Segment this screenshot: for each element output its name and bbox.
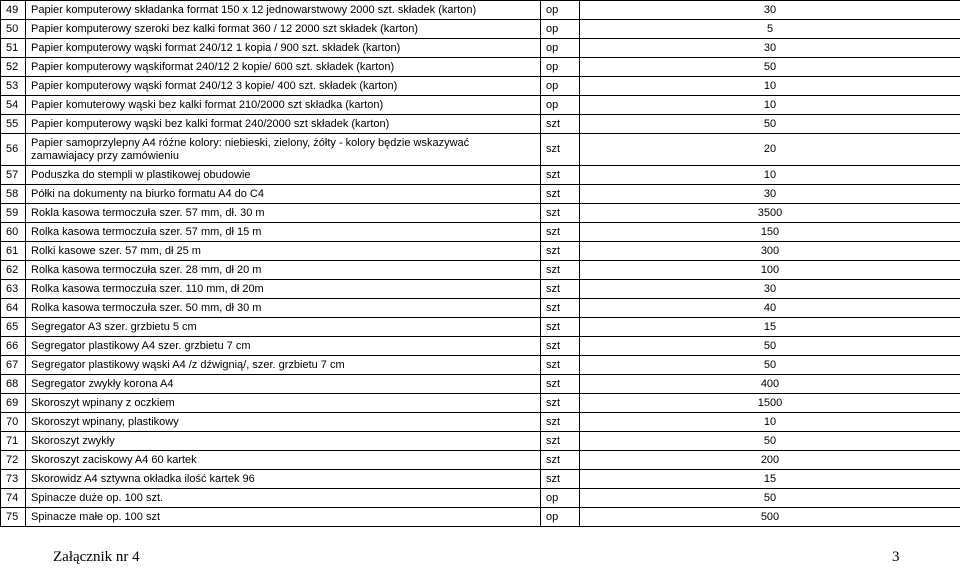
- table-row: [1, 1, 960, 20]
- item-quantity: 30: [580, 185, 960, 204]
- item-description: Segregator A3 szer. grzbietu 5 cm: [26, 318, 541, 337]
- item-number: 51: [1, 39, 26, 58]
- table-row: [1, 394, 960, 413]
- item-description: Papier komuterowy wąski bez kalki format 210/2000 szt składka (karton): [26, 96, 541, 115]
- item-number: 68: [1, 375, 26, 394]
- item-unit: szt: [541, 185, 580, 204]
- item-description: Papier samoprzylepny A4 różne kolory: niebieski, zielony, żółty - kolory będzie wskazywać zamawiajacy przy zamówieniu: [26, 134, 541, 166]
- item-number: 65: [1, 318, 26, 337]
- table-row: [1, 261, 960, 280]
- item-quantity: 15: [580, 470, 960, 489]
- table-row: [1, 20, 960, 39]
- item-number: 67: [1, 356, 26, 375]
- item-unit: op: [541, 508, 580, 527]
- item-unit: szt: [541, 115, 580, 134]
- item-unit: szt: [541, 451, 580, 470]
- item-number: 69: [1, 394, 26, 413]
- item-description: Segregator zwykły korona A4: [26, 375, 541, 394]
- table-row: [1, 375, 960, 394]
- item-quantity: 10: [580, 77, 960, 96]
- table-row: [1, 508, 960, 527]
- table-row: [1, 337, 960, 356]
- item-quantity: 100: [580, 261, 960, 280]
- item-unit: szt: [541, 299, 580, 318]
- item-number: 53: [1, 77, 26, 96]
- item-description: Skoroszyt zwykły: [26, 432, 541, 451]
- item-description: Segregator plastikowy wąski A4 /z dźwignią/, szer. grzbietu 7 cm: [26, 356, 541, 375]
- item-quantity: 50: [580, 337, 960, 356]
- item-number: 62: [1, 261, 26, 280]
- item-number: 66: [1, 337, 26, 356]
- item-number: 49: [1, 1, 26, 20]
- item-number: 73: [1, 470, 26, 489]
- item-unit: szt: [541, 204, 580, 223]
- item-description: Papier komputerowy wąski bez kalki format 240/2000 szt składek (karton): [26, 115, 541, 134]
- table-row: [1, 115, 960, 134]
- item-description: Spinacze małe op. 100 szt: [26, 508, 541, 527]
- attachment-label: Załącznik nr 4: [53, 549, 140, 565]
- item-unit: szt: [541, 394, 580, 413]
- item-number: 63: [1, 280, 26, 299]
- table-row: [1, 489, 960, 508]
- table-row: [1, 299, 960, 318]
- item-number: 57: [1, 166, 26, 185]
- page-number: 3: [892, 549, 900, 565]
- item-quantity: 150: [580, 223, 960, 242]
- item-quantity: 300: [580, 242, 960, 261]
- table-row: [1, 96, 960, 115]
- table-row: [1, 134, 960, 166]
- item-unit: szt: [541, 242, 580, 261]
- item-number: 70: [1, 413, 26, 432]
- item-unit: op: [541, 39, 580, 58]
- table-row: [1, 204, 960, 223]
- table-row: [1, 223, 960, 242]
- item-unit: szt: [541, 432, 580, 451]
- table-row: [1, 470, 960, 489]
- item-unit: op: [541, 77, 580, 96]
- table-row: [1, 432, 960, 451]
- item-unit: szt: [541, 166, 580, 185]
- item-unit: szt: [541, 337, 580, 356]
- item-unit: op: [541, 58, 580, 77]
- item-number: 50: [1, 20, 26, 39]
- item-description: Poduszka do stempli w plastikowej obudowie: [26, 166, 541, 185]
- item-unit: szt: [541, 470, 580, 489]
- item-quantity: 30: [580, 280, 960, 299]
- item-quantity: 10: [580, 166, 960, 185]
- item-description: Skoroszyt wpinany, plastikowy: [26, 413, 541, 432]
- item-description: Rolka kasowa termoczuła szer. 57 mm, dł 15 m: [26, 223, 541, 242]
- item-description: Papier komputerowy składanka format 150 x 12 jednowarstwowy 2000 szt. składek (karton): [26, 1, 541, 20]
- item-number: 74: [1, 489, 26, 508]
- table-row: [1, 166, 960, 185]
- item-quantity: 50: [580, 115, 960, 134]
- item-number: 61: [1, 242, 26, 261]
- item-quantity: 30: [580, 1, 960, 20]
- item-description: Papier komputerowy szeroki bez kalki format 360 / 12 2000 szt składek (karton): [26, 20, 541, 39]
- item-description: Rolki kasowe szer. 57 mm, dł 25 m: [26, 242, 541, 261]
- item-unit: szt: [541, 318, 580, 337]
- item-number: 72: [1, 451, 26, 470]
- item-quantity: 50: [580, 356, 960, 375]
- table-row: [1, 58, 960, 77]
- table-row: [1, 280, 960, 299]
- item-description: Papier komputerowy wąski format 240/12 1 kopia / 900 szt. składek (karton): [26, 39, 541, 58]
- item-description: Skoroszyt zaciskowy A4 60 kartek: [26, 451, 541, 470]
- item-quantity: 50: [580, 58, 960, 77]
- table-row: [1, 356, 960, 375]
- item-number: 75: [1, 508, 26, 527]
- item-description: Rolka kasowa termoczuła szer. 28 mm, dł 20 m: [26, 261, 541, 280]
- item-description: Papier komputerowy wąskiformat 240/12 2 kopie/ 600 szt. składek (karton): [26, 58, 541, 77]
- item-quantity: 1500: [580, 394, 960, 413]
- item-description: Segregator plastikowy A4 szer. grzbietu 7 cm: [26, 337, 541, 356]
- item-description: Papier komputerowy wąski format 240/12 3 kopie/ 400 szt. składek (karton): [26, 77, 541, 96]
- item-unit: szt: [541, 356, 580, 375]
- item-number: 71: [1, 432, 26, 451]
- item-quantity: 40: [580, 299, 960, 318]
- item-quantity: 15: [580, 318, 960, 337]
- table-row: [1, 39, 960, 58]
- item-number: 54: [1, 96, 26, 115]
- item-number: 64: [1, 299, 26, 318]
- table-row: [1, 451, 960, 470]
- item-number: 52: [1, 58, 26, 77]
- table-row: [1, 77, 960, 96]
- item-quantity: 3500: [580, 204, 960, 223]
- item-number: 55: [1, 115, 26, 134]
- table-row: [1, 242, 960, 261]
- item-unit: szt: [541, 223, 580, 242]
- item-description: Spinacze duże op. 100 szt.: [26, 489, 541, 508]
- item-quantity: 50: [580, 432, 960, 451]
- item-quantity: 400: [580, 375, 960, 394]
- item-description: Rolka kasowa termoczuła szer. 110 mm, dł 20m: [26, 280, 541, 299]
- item-unit: op: [541, 96, 580, 115]
- items-table-body: [1, 1, 960, 527]
- item-unit: op: [541, 20, 580, 39]
- item-quantity: 500: [580, 508, 960, 527]
- item-unit: op: [541, 489, 580, 508]
- item-unit: szt: [541, 280, 580, 299]
- table-row: [1, 185, 960, 204]
- table-row: [1, 318, 960, 337]
- item-quantity: 20: [580, 134, 960, 166]
- item-quantity: 10: [580, 96, 960, 115]
- item-number: 59: [1, 204, 26, 223]
- item-number: 58: [1, 185, 26, 204]
- item-unit: szt: [541, 413, 580, 432]
- item-quantity: 200: [580, 451, 960, 470]
- item-description: Skorowidz A4 sztywna okładka ilość kartek 96: [26, 470, 541, 489]
- item-quantity: 50: [580, 489, 960, 508]
- item-unit: op: [541, 1, 580, 20]
- item-quantity: 10: [580, 413, 960, 432]
- table-row: [1, 413, 960, 432]
- item-quantity: 5: [580, 20, 960, 39]
- item-number: 56: [1, 134, 26, 166]
- item-quantity: 30: [580, 39, 960, 58]
- item-description: Półki na dokumenty na biurko formatu A4 do C4: [26, 185, 541, 204]
- item-description: Rolka kasowa termoczuła szer. 50 mm, dł 30 m: [26, 299, 541, 318]
- item-unit: szt: [541, 261, 580, 280]
- item-unit: szt: [541, 375, 580, 394]
- item-description: Rokla kasowa termoczuła szer. 57 mm, dł. 30 m: [26, 204, 541, 223]
- item-number: 60: [1, 223, 26, 242]
- item-description: Skoroszyt wpinany z oczkiem: [26, 394, 541, 413]
- item-unit: szt: [541, 134, 580, 166]
